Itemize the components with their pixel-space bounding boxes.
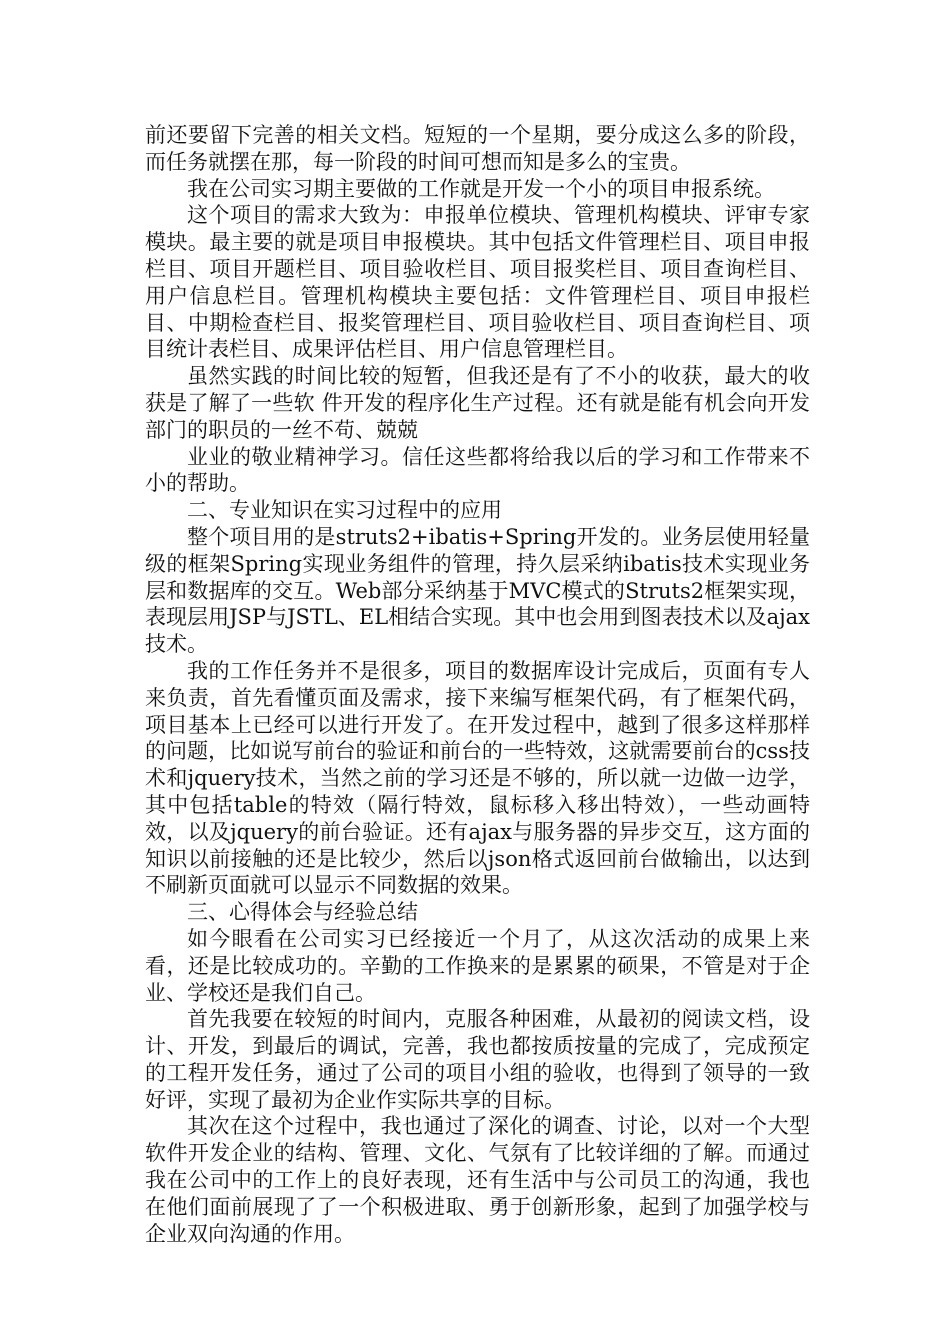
document-body [145, 122, 810, 1247]
paragraph: 整个项目用的是struts2+ibatis+Spring开发的。业务层使用轻量级的框架Spring实现业务组件的管理，持久层采纳ibatis技术实现业务层和数据库的交互。Web部分采纳基于MVC模式的Struts2框架实现，表现层用JSP与JSTL、EL相结合实现。其中也会用到图表技术以及ajax技术。 [145, 524, 810, 657]
section-heading: 二、专业知识在实习过程中的应用 [187, 498, 502, 523]
section-heading: 三、心得体会与经验总结 [187, 900, 418, 925]
paragraph: 这个项目的需求大致为：申报单位模块、管理机构模块、评审专家模块。最主要的就是项目申报模块。其中包括文件管理栏目、项目申报栏目、项目开题栏目、项目验收栏目、项目报奖栏目、项目查询栏目、用户信息栏目。管理机构模块主要包括：文件管理栏目、项目申报栏目、中期检查栏目、报奖管理栏目、项目验收栏目、项目查询栏目、项目统计表栏目、成果评估栏目、用户信息管理栏目。 [145, 203, 810, 362]
paragraph: 我的工作任务并不是很多，项目的数据库设计完成后，页面有专人来负责，首先看懂页面及需求，接下来编写框架代码，有了框架代码，项目基本上已经可以进行开发了。在开发过程中，越到了很多这样那样的问题，比如说写前台的验证和前台的一些特效，这就需要前台的css技术和jquery技术，当然之前的学习还是不够的，所以就一边做一边学，其中包括table的特效（隔行特效，鼠标移入移出特效），一些动画特效，以及jquery的前台验证。还有ajax与服务器的异步交互，这方面的知识以前接触的还是比较少，然后以json格式返回前台做输出，以达到不刷新页面就可以显示不同数据的效果。 [145, 658, 810, 898]
paragraph: 前还要留下完善的相关文档。短短的一个星期，要分成这么多的阶段，而任务就摆在那，每一阶段的时间可想而知是多么的宝贵。 [145, 123, 810, 174]
paragraph: 如今眼看在公司实习已经接近一个月了，从这次活动的成果上来看，还是比较成功的。辛勤的工作换来的是累累的硕果，不管是对于企业、学校还是我们自己。 [145, 926, 810, 1005]
paragraph: 业业的敬业精神学习。信任这些都将给我以后的学习和工作带来不小的帮助。 [145, 444, 810, 496]
paragraph: 首先我要在较短的时间内，克服各种困难，从最初的阅读文档，设计、开发，到最后的调试，完善，我也都按质按量的完成了，完成预定的工程开发任务，通过了公司的项目小组的验收，也得到了领导的一致好评，实现了最初为企业作实际共享的目标。 [145, 1007, 810, 1112]
paragraph: 其次在这个过程中，我也通过了深化的调查、讨论，以对一个大型软件开发企业的结构、管理、文化、气氛有了比较详细的了解。而通过我在公司中的工作上的良好表现，还有生活中与公司员工的沟通，我也在他们面前展现了了一个积极进取、勇于创新形象，起到了加强学校与企业双向沟通的作用。 [145, 1114, 810, 1246]
paragraph: 我在公司实习期主要做的工作就是开发一个小的项目申报系统。 [187, 176, 775, 201]
paragraph: 虽然实践的时间比较的短暂，但我还是有了不小的收获，最大的收获是了解了一些软 件开发的程序化生产过程。还有就是能有机会向开发部门的职员的一丝不苟、兢兢 [145, 364, 810, 442]
